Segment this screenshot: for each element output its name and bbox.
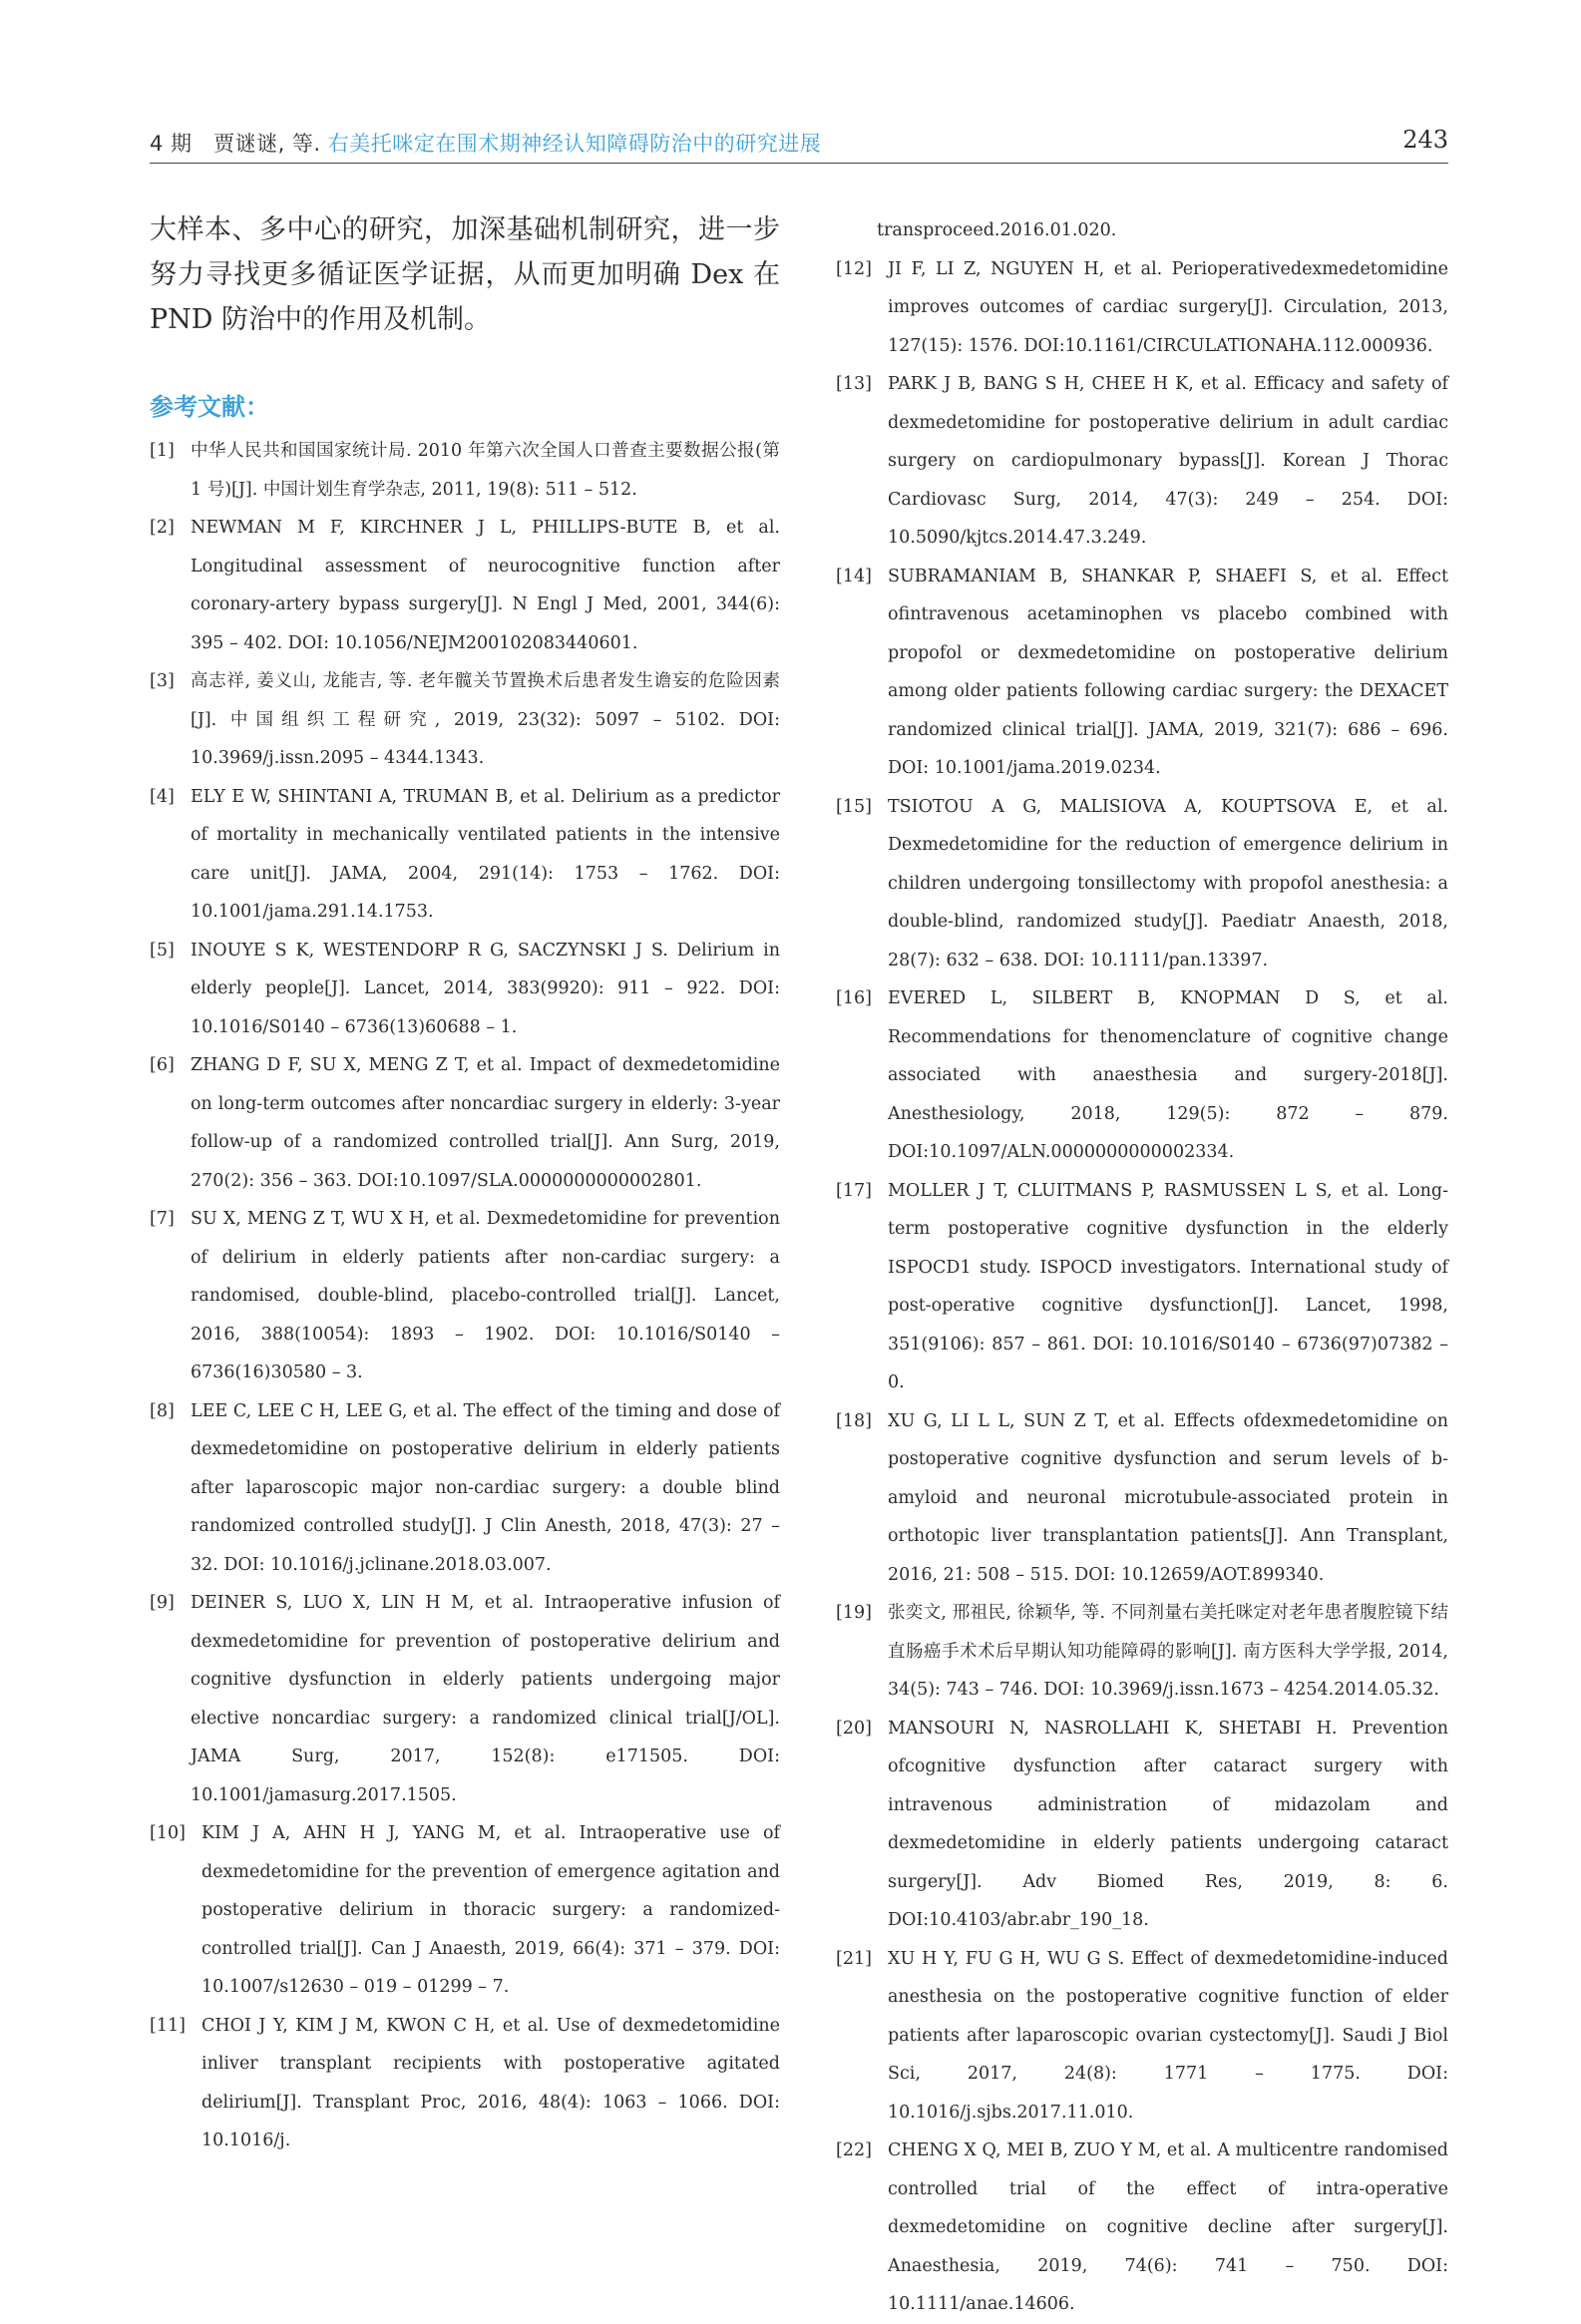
reference-number: [2] [150, 518, 175, 538]
reference-text: CHOI J Y, KIM J M, KWON C H, et al. Use of dexmedetomidine inliver transplant recipients with postoperative agitated delirium[J]. Transplant Proc, 2016, 48(4): 1063 – 1066. DOI: 10.1016/j. [201, 2015, 780, 2150]
reference-number: [22] [836, 2140, 872, 2160]
reference-number: [19] [836, 1603, 872, 1623]
reference-number: [18] [836, 1410, 872, 1431]
reference-item [836, 1402, 1448, 1595]
reference-number: [15] [836, 796, 872, 817]
reference-item [150, 1584, 780, 1814]
reference-text: SU X, MENG Z T, WU X H, et al. Dexmedetomidine for prevention of delirium in elderly patients after non-cardiac surgery: a randomised, double-blind, placebo-controlled trial[J]. Lancet, 2016, 388(10054): 1893 – 1902. DOI: 10.1016/S0140 – 6736(16)30580 – 3. [191, 1209, 780, 1382]
reference-text: NEWMAN M F, KIRCHNER J L, PHILLIPS-BUTE B, et al. Longitudinal assessment of neurocognitive function after coronary-artery bypass surgery[J]. N Engl J Med, 2001, 344(6): 395 – 402. DOI: 10.1056/NEJM200102083440601. [191, 518, 780, 653]
reference-text: XU H Y, FU G H, WU G S. Effect of dexmedetomidine-induced anesthesia on the postoperative cognitive function of elder patients after laparoscopic ovarian cystectomy[J]. Saudi J Biol Sci, 2017, 24(8): 1771 – 1775. DOI: 10.1016/j.sjbs.2017.11.010. [888, 1948, 1448, 2123]
reference-text: MANSOURI N, NASROLLAHI K, SHETABI H. Prevention ofcognitive dysfunction after cataract surgery with intravenous administration of midazolam and dexmedetomidine in elderly patients undergoing cataract surgery[J]. Adv Biomed Res, 2019, 8: 6. DOI:10.4103/abr.abr_190_18. [888, 1718, 1448, 1930]
reference-item [150, 932, 780, 1047]
reference-continuation: transproceed.2016.01.020. [877, 220, 1117, 240]
reference-text: KIM J A, AHN H J, YANG M, et al. Intraoperative use of dexmedetomidine for the prevention of emergence agitation and postoperative delirium in thoracic surgery: a randomized-controlled trial[J]. Can J Anaesth, 2019, 66(4): 371 – 379. DOI: 10.1007/s12630 – 019 – 01299 – 7. [201, 1823, 780, 1997]
intro-paragraph: 大样本、多中心的研究，加深基础机制研究，进一步努力寻找更多循证医学证据，从而更加明确 Dex 在 PND 防治中的作用及机制。 [150, 214, 780, 335]
reference-item [150, 432, 780, 509]
reference-item [836, 979, 1448, 1172]
header-authors: 贾谜谜, 等. [213, 132, 321, 156]
running-header [150, 128, 1448, 166]
reference-text: EVERED L, SILBERT B, KNOPMAN D S, et al. Recommendations for thenomenclature of cognitive change associated with anaesthesia and surgery-2018[J]. Anesthesiology, 2018, 129(5): 872 – 879. DOI:10.1097/ALN.0000000000002334. [888, 988, 1448, 1162]
reference-item [836, 1940, 1448, 2132]
reference-number: [9] [150, 1593, 175, 1613]
reference-text: 中华人民共和国国家统计局. 2010 年第六次全国人口普查主要数据公报(第 1 号)[J]. 中国计划生育学杂志, 2011, 19(8): 511 – 512. [191, 441, 780, 500]
reference-number: [7] [150, 1209, 175, 1229]
header-rule [150, 163, 1448, 164]
reference-number: [17] [836, 1180, 872, 1201]
reference-number: [16] [836, 988, 872, 1008]
reference-item [836, 1172, 1448, 1402]
reference-text: MOLLER J T, CLUITMANS P, RASMUSSEN L S, et al. Long-term postoperative cognitive dysfunction in the elderly ISPOCD1 study. ISPOCD investigators. International study of post-operative cognitive dysfunction[J]. Lancet, 1998, 351(9106): 857 – 861. DOI: 10.1016/S0140 – 6736(97)07382 – 0. [888, 1180, 1448, 1392]
reference-item [836, 558, 1448, 788]
reference-number: [8] [150, 1400, 175, 1421]
reference-text: JI F, LI Z, NGUYEN H, et al. Perioperativedexmedetomidine improves outcomes of cardiac surgery[J]. Circulation, 2013, 127(15): 1576. DOI:10.1161/CIRCULATIONAHA.112.000936. [888, 258, 1448, 356]
left-column [150, 207, 780, 2160]
reference-item [150, 1046, 780, 1200]
reference-text: ZHANG D F, SU X, MENG Z T, et al. Impact of dexmedetomidine on long-term outcomes after noncardiac surgery in elderly: 3-year follow-up of a randomized controlled trial[J]. Ann Surg, 2019, 270(2): 356 – 363. DOI:10.1097/SLA.0000000000002801. [191, 1055, 780, 1191]
reference-item [150, 1392, 780, 1585]
reference-number: [21] [836, 1948, 872, 1969]
header-issue: 4 期 [150, 132, 193, 156]
reference-number: [4] [150, 786, 175, 807]
reference-number: [20] [836, 1718, 872, 1739]
reference-text: TSIOTOU A G, MALISIOVA A, KOUPTSOVA E, et al. Dexmedetomidine for the reduction of emergence delirium in children undergoing tonsillectomy with propofol anesthesia: a double-blind, randomized study[J]. Paediatr Anaesth, 2018, 28(7): 632 – 638. DOI: 10.1111/pan.13397. [888, 796, 1448, 970]
reference-item [150, 509, 780, 662]
reference-item [836, 365, 1448, 558]
reference-text: CHENG X Q, MEI B, ZUO Y M, et al. A multicentre randomised controlled trial of the effect of intra-operative dexmedetomidine on cognitive decline after surgery[J]. Anaesthesia, 2019, 74(6): 741 – 750. DOI: 10.1111/anae.14606. [888, 2140, 1448, 2314]
header-left [150, 128, 821, 158]
reference-item [150, 1200, 780, 1392]
reference-text: 高志祥, 姜义山, 龙能吉, 等. 老年髋关节置换术后患者发生谵妄的危险因素[J]. 中国组织工程研究, 2019, 23(32): 5097 – 5102. DOI: 10.3969/j.issn.2095 – 4344.1343. [191, 671, 780, 768]
reference-text: XU G, LI L L, SUN Z T, et al. Effects ofdexmedetomidine on postoperative cognitive dysfunction and serum levels of b-amyloid and neuronal microtubule-associated protein in orthotopic liver transplantation patients[J]. Ann Transplant, 2016, 21: 508 – 515. DOI: 10.12659/AOT.899340. [888, 1410, 1448, 1585]
reference-list-right [836, 250, 1448, 2324]
reference-number: [12] [836, 258, 872, 279]
reference-item [836, 788, 1448, 980]
reference-text: PARK J B, BANG S H, CHEE H K, et al. Efficacy and safety of dexmedetomidine for postoperative delirium in adult cardiac surgery on cardiopulmonary bypass[J]. Korean J Thorac Cardiovasc Surg, 2014, 47(3): 249 – 254. DOI: 10.5090/kjtcs.2014.47.3.249. [888, 374, 1448, 548]
reference-number: [13] [836, 374, 872, 394]
reference-item [836, 2131, 1448, 2324]
reference-number: [1] [150, 441, 175, 461]
reference-item [150, 2007, 780, 2160]
references-heading: 参考文献： [150, 393, 269, 421]
reference-text: 张奕文, 邢祖民, 徐颖华, 等. 不同剂量右美托咪定对老年患者腹腔镜下结直肠癌手术术后早期认知功能障碍的影响[J]. 南方医科大学学报, 2014, 34(5): 743 – 746. DOI: 10.3969/j.issn.1673 – 4254.2014.05.32. [888, 1603, 1448, 1700]
reference-number: [10] [150, 1823, 186, 1843]
reference-text: DEINER S, LUO X, LIN H M, et al. Intraoperative infusion of dexmedetomidine for prevention of postoperative delirium and cognitive dysfunction in elderly patients undergoing major elective noncardiac surgery: a randomized clinical trial[J/OL]. JAMA Surg, 2017, 152(8): e171505. DOI: 10.1001/jamasurg.2017.1505. [191, 1593, 780, 1805]
reference-item [150, 1814, 780, 2007]
reference-text: LEE C, LEE C H, LEE G, et al. The effect of the timing and dose of dexmedetomidine on postoperative delirium in elderly patients after laparoscopic major non-cardiac surgery: a double blind randomized controlled study[J]. J Clin Anesth, 2018, 47(3): 27 – 32. DOI: 10.1016/j.jclinane.2018.03.007. [191, 1400, 780, 1575]
reference-text: ELY E W, SHINTANI A, TRUMAN B, et al. Delirium as a predictor of mortality in mechanically ventilated patients in the intensive care unit[J]. JAMA, 2004, 291(14): 1753 – 1762. DOI: 10.1001/jama.291.14.1753. [191, 786, 780, 922]
reference-number: [11] [150, 2015, 186, 2036]
reference-number: [3] [150, 671, 175, 691]
page-number: 243 [1402, 126, 1448, 154]
reference-item [150, 662, 780, 778]
header-article-title: 右美托咪定在围术期神经认知障碍防治中的研究进展 [327, 132, 822, 156]
reference-text: SUBRAMANIAM B, SHANKAR P, SHAEFI S, et al. Effect ofintravenous acetaminophen vs placebo combined with propofol or dexmedetomidine on postoperative delirium among older patients following cardiac surgery: the DEXACET randomized clinical trial[J]. JAMA, 2019, 321(7): 686 – 696. DOI: 10.1001/jama.2019.0234. [888, 566, 1448, 778]
reference-number: [14] [836, 566, 872, 586]
reference-item [150, 778, 780, 932]
reference-item [836, 1594, 1448, 1710]
reference-list-left [150, 432, 780, 2160]
reference-item [836, 1710, 1448, 1940]
right-column [836, 211, 1448, 2324]
reference-number: [6] [150, 1055, 175, 1075]
reference-text: INOUYE S K, WESTENDORP R G, SACZYNSKI J S. Delirium in elderly people[J]. Lancet, 2014, 383(9920): 911 – 922. DOI: 10.1016/S0140 – 6736(13)60688 – 1. [191, 940, 780, 1037]
reference-number: [5] [150, 940, 175, 961]
reference-item [836, 250, 1448, 366]
